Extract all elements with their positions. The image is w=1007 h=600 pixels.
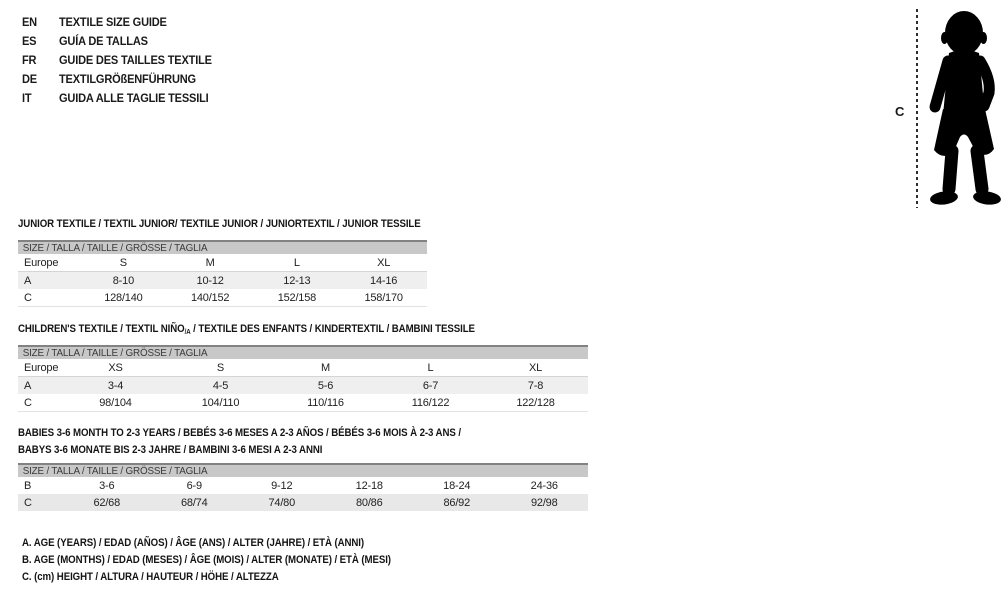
language-code: ES xyxy=(22,33,37,48)
column-header: Europe xyxy=(24,256,59,269)
table-cell: 122/128 xyxy=(516,396,555,409)
table-cell: 7-8 xyxy=(527,379,544,392)
children-title-subscript: /A xyxy=(184,329,191,336)
size-header-bar xyxy=(18,345,588,359)
language-list xyxy=(22,12,225,107)
babies-title-line2: BABYS 3-6 MONATE BIS 2-3 JAHRE / BAMBINI 3-6 MESI A 2-3 ANNI xyxy=(18,444,323,456)
table-cell: 62/68 xyxy=(93,496,121,509)
table-cell: 80/86 xyxy=(355,496,383,509)
row-label: C xyxy=(24,291,32,304)
table-cell: 3-4 xyxy=(107,379,124,392)
language-title: GUÍA DE TALLAS xyxy=(59,33,148,48)
height-measure-dotted-line xyxy=(916,9,918,208)
table-row-b xyxy=(18,477,588,494)
table-cell: 14-16 xyxy=(370,274,398,287)
baby-silhouette-icon xyxy=(927,9,1007,209)
column-header: L xyxy=(427,361,434,374)
column-header: L xyxy=(293,256,300,269)
column-header: XS xyxy=(108,361,123,374)
size-header-label: SIZE / TALLA / TAILLE / GRÖSSE / TAGLIA xyxy=(22,465,208,477)
column-header: S xyxy=(216,361,225,374)
table-cell: 12-18 xyxy=(355,479,383,492)
row-label: C xyxy=(24,496,32,509)
size-header-bar xyxy=(18,463,588,477)
table-cell: 158/170 xyxy=(364,291,403,304)
baby-figure xyxy=(440,0,905,215)
babies-title-line1: BABIES 3-6 MONTH TO 2-3 YEARS / BEBÉS 3-6 MESES A 2-3 AÑOS / BÉBÉS 3-6 MOIS À 2-3 ANS / xyxy=(18,427,461,439)
size-header-bar xyxy=(18,240,427,254)
table-cell: 3-6 xyxy=(99,479,115,492)
language-title: GUIDE DES TAILLES TEXTILE xyxy=(59,52,212,67)
language-code: DE xyxy=(22,71,37,86)
table-cell: 6-7 xyxy=(422,379,439,392)
table-cell: 9-12 xyxy=(271,479,293,492)
row-label: C xyxy=(24,396,32,409)
table-cell: 10-12 xyxy=(196,274,224,287)
table-cell: 128/140 xyxy=(104,291,143,304)
column-header-row xyxy=(18,254,427,272)
language-row xyxy=(22,31,225,50)
language-row xyxy=(22,50,225,69)
column-header: M xyxy=(321,361,330,374)
size-header-label: SIZE / TALLA / TAILLE / GRÖSSE / TAGLIA xyxy=(22,347,208,359)
table-cell: 18-24 xyxy=(443,479,471,492)
footnote-a: A. AGE (YEARS) / EDAD (AÑOS) / ÂGE (ANS) / ALTER (JAHRE) / ETÀ (ANNI) xyxy=(22,537,365,549)
table-cell: 12-13 xyxy=(283,274,311,287)
babies-size-table xyxy=(18,463,588,511)
column-header: XL xyxy=(377,256,391,269)
table-cell: 8-10 xyxy=(112,274,134,287)
babies-section-title xyxy=(18,425,461,459)
language-code: IT xyxy=(22,90,32,105)
table-cell: 4-5 xyxy=(212,379,229,392)
row-label: B xyxy=(24,479,32,492)
table-cell: 86/92 xyxy=(443,496,471,509)
table-row-c xyxy=(18,394,588,412)
column-header-row xyxy=(18,359,588,377)
table-cell: 152/158 xyxy=(277,291,317,304)
footnote-b: B. AGE (MONTHS) / EDAD (MESES) / ÂGE (MOIS) / ALTER (MONATE) / ETÀ (MESI) xyxy=(22,554,391,566)
table-row-c xyxy=(18,289,427,307)
table-cell: 92/98 xyxy=(530,496,558,509)
table-cell: 24-36 xyxy=(530,479,558,492)
language-title: TEXTILE SIZE GUIDE xyxy=(59,14,167,29)
row-label: A xyxy=(24,379,32,392)
column-header: S xyxy=(119,256,127,269)
language-title: GUIDA ALLE TAGLIE TESSILI xyxy=(59,90,209,105)
children-section-title xyxy=(18,322,475,340)
table-row-a xyxy=(18,272,427,289)
table-cell: 5-6 xyxy=(317,379,334,392)
junior-section-title: JUNIOR TEXTILE / TEXTIL JUNIOR/ TEXTILE JUNIOR / JUNIORTEXTIL / JUNIOR TESSILE xyxy=(18,218,421,230)
size-header-label: SIZE / TALLA / TAILLE / GRÖSSE / TAGLIA xyxy=(22,242,208,254)
language-title: TEXTILGRÖßENFÜHRUNG xyxy=(59,71,196,86)
language-row xyxy=(22,12,225,31)
children-title-text: / TEXTILE DES ENFANTS / KINDERTEXTIL / BAMBINI TESSILE xyxy=(190,323,475,335)
row-label: A xyxy=(24,274,32,287)
junior-size-table xyxy=(18,240,427,307)
table-cell: 6-9 xyxy=(186,479,202,492)
column-header: Europe xyxy=(24,361,59,374)
table-cell: 116/122 xyxy=(411,396,450,409)
height-measure-label: C xyxy=(895,104,905,119)
language-row xyxy=(22,88,225,107)
column-header: M xyxy=(205,256,215,269)
footnote-c: C. (cm) HEIGHT / ALTURA / HAUTEUR / HÖHE / ALTEZZA xyxy=(22,571,279,583)
children-size-table xyxy=(18,345,588,412)
table-cell: 68/74 xyxy=(180,496,208,509)
table-row-a xyxy=(18,377,588,394)
table-cell: 104/110 xyxy=(201,396,240,409)
language-row xyxy=(22,69,225,88)
table-cell: 98/104 xyxy=(99,396,132,409)
language-code: EN xyxy=(22,14,37,29)
table-row-c xyxy=(18,494,588,511)
table-cell: 110/116 xyxy=(307,396,344,409)
table-cell: 74/80 xyxy=(268,496,296,509)
table-cell: 140/152 xyxy=(190,291,230,304)
footnote-legend xyxy=(22,537,441,588)
language-code: FR xyxy=(22,52,37,67)
children-title-text: CHILDREN'S TEXTILE / TEXTIL NIÑO xyxy=(18,323,185,335)
column-header: XL xyxy=(528,361,543,374)
